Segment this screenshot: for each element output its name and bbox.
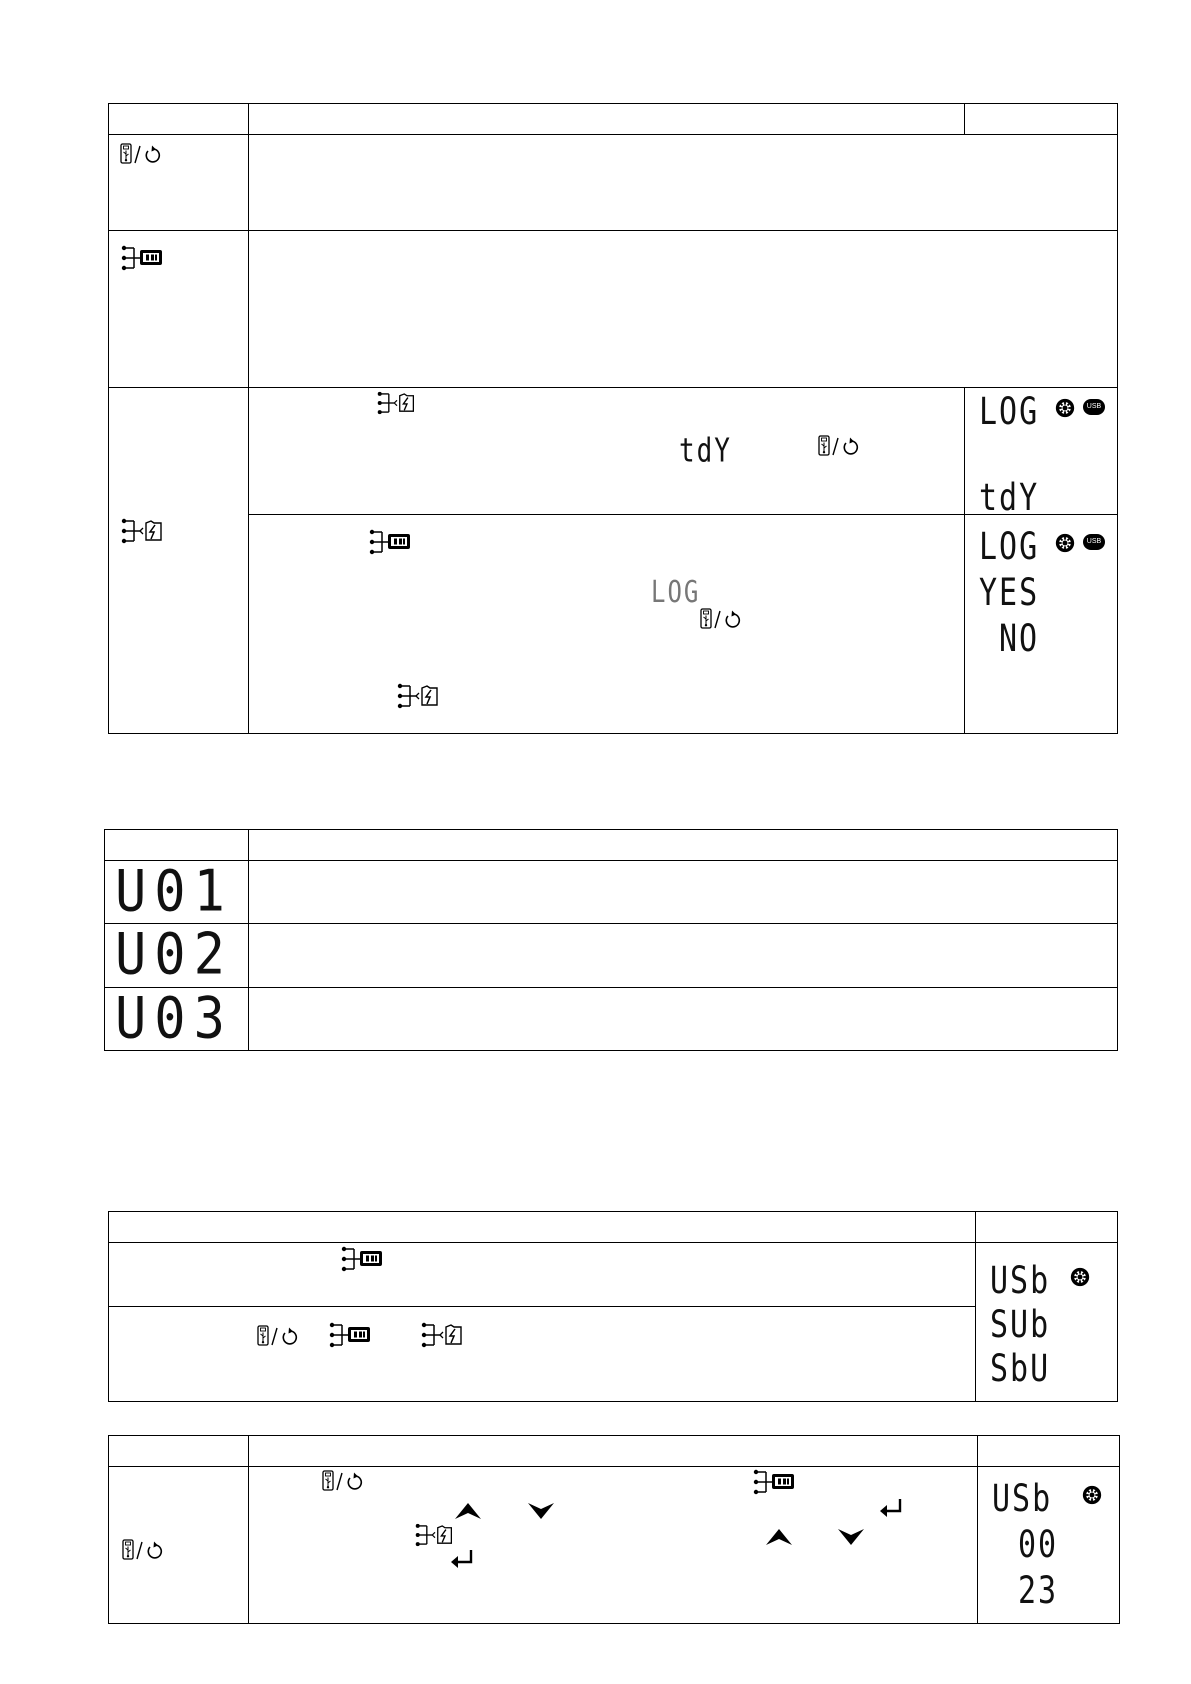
table-row (109, 515, 1118, 734)
header-cell (978, 1436, 1120, 1467)
lcd-line: NO (999, 617, 1040, 661)
usb-export-icon (329, 1322, 373, 1348)
usb-log-icon (377, 391, 417, 415)
lcd-cell (965, 515, 1118, 734)
lcd-line: 00 (1018, 1523, 1059, 1567)
description-cell (249, 924, 1118, 988)
usb-priority-table (108, 1211, 1118, 1402)
lcd-line: USb (992, 1477, 1053, 1521)
table-header-row (109, 1436, 1120, 1467)
error-code: U03 (115, 985, 233, 1052)
lcd-line: 23 (1018, 1569, 1059, 1613)
description-cell (249, 231, 1118, 388)
usb-badge-icon: USB (1083, 399, 1105, 415)
lcd-line: tdY (979, 476, 1040, 520)
description-cell (249, 988, 1118, 1051)
enter-icon (879, 1498, 903, 1520)
usb-export-icon (341, 1246, 385, 1272)
usb-badge-icon: USB (1083, 534, 1105, 550)
table-header-row (109, 1212, 1118, 1243)
icon-cell (109, 1467, 249, 1624)
description-cell (249, 135, 1118, 231)
usb-log-icon (121, 518, 165, 544)
usb-log-icon (415, 1523, 455, 1547)
usb-restore-icon (699, 608, 743, 630)
header-cell (965, 104, 1118, 135)
header-cell (105, 830, 249, 861)
icon-cell (109, 135, 249, 231)
table-row (105, 924, 1118, 988)
down-arrow-icon (527, 1502, 555, 1520)
lcd-cell (976, 1243, 1118, 1402)
gear-icon (1082, 1485, 1102, 1505)
usb-restore-icon (121, 1539, 165, 1561)
lcd-line: YES (979, 571, 1040, 615)
lcd-cell (978, 1467, 1120, 1624)
usb-time-setting-table (108, 1435, 1120, 1624)
gear-icon (1070, 1267, 1090, 1287)
description-cell (249, 515, 965, 734)
icon-cell (109, 231, 249, 388)
usb-log-icon (397, 683, 441, 709)
error-code-table (104, 829, 1118, 1051)
table-row (109, 1307, 1118, 1402)
table-row (109, 135, 1118, 231)
header-cell (109, 1212, 976, 1243)
usb-restore-icon (321, 1470, 365, 1492)
description-cell (249, 861, 1118, 924)
error-code: U01 (115, 858, 233, 925)
header-cell (249, 830, 1118, 861)
lcd-line: LOG (979, 390, 1040, 434)
table-row (109, 388, 1118, 515)
code-cell (105, 858, 249, 925)
code-cell (105, 921, 249, 988)
up-arrow-icon (454, 1502, 482, 1520)
usb-export-icon (121, 245, 165, 271)
table-row (109, 1243, 1118, 1307)
up-arrow-icon (765, 1528, 793, 1546)
description-cell (249, 1467, 978, 1624)
description-cell (249, 388, 965, 515)
lcd-inline-log: LOG (651, 574, 701, 610)
usb-restore-icon (119, 143, 163, 165)
icon-cell (109, 388, 249, 734)
table-header-row (109, 104, 1118, 135)
down-arrow-icon (837, 1528, 865, 1546)
lcd-cell (965, 388, 1118, 520)
code-cell (105, 985, 249, 1052)
lcd-line: SUb (990, 1303, 1051, 1347)
usb-export-icon (753, 1469, 797, 1495)
usb-export-icon (369, 529, 413, 555)
table-header-row (105, 830, 1118, 861)
lcd-line: SbU (990, 1347, 1051, 1391)
table-row (105, 988, 1118, 1051)
error-code: U02 (115, 921, 233, 988)
header-cell (109, 1436, 249, 1467)
description-cell (109, 1243, 976, 1307)
gear-icon (1055, 533, 1075, 553)
header-cell (249, 1436, 978, 1467)
usb-function-table (108, 103, 1118, 734)
enter-icon (450, 1549, 474, 1571)
table-row (109, 231, 1118, 388)
lcd-line: LOG (979, 525, 1040, 569)
lcd-line: USb (990, 1259, 1051, 1303)
header-cell (249, 104, 965, 135)
usb-restore-icon (256, 1325, 300, 1347)
usb-restore-icon (817, 435, 861, 457)
description-cell (109, 1307, 976, 1402)
header-cell (109, 104, 249, 135)
table-row (109, 1467, 1120, 1624)
usb-log-icon (421, 1322, 465, 1348)
header-cell (976, 1212, 1118, 1243)
gear-icon (1055, 398, 1075, 418)
table-row (105, 861, 1118, 924)
lcd-inline-tdy: tdY (679, 432, 732, 470)
